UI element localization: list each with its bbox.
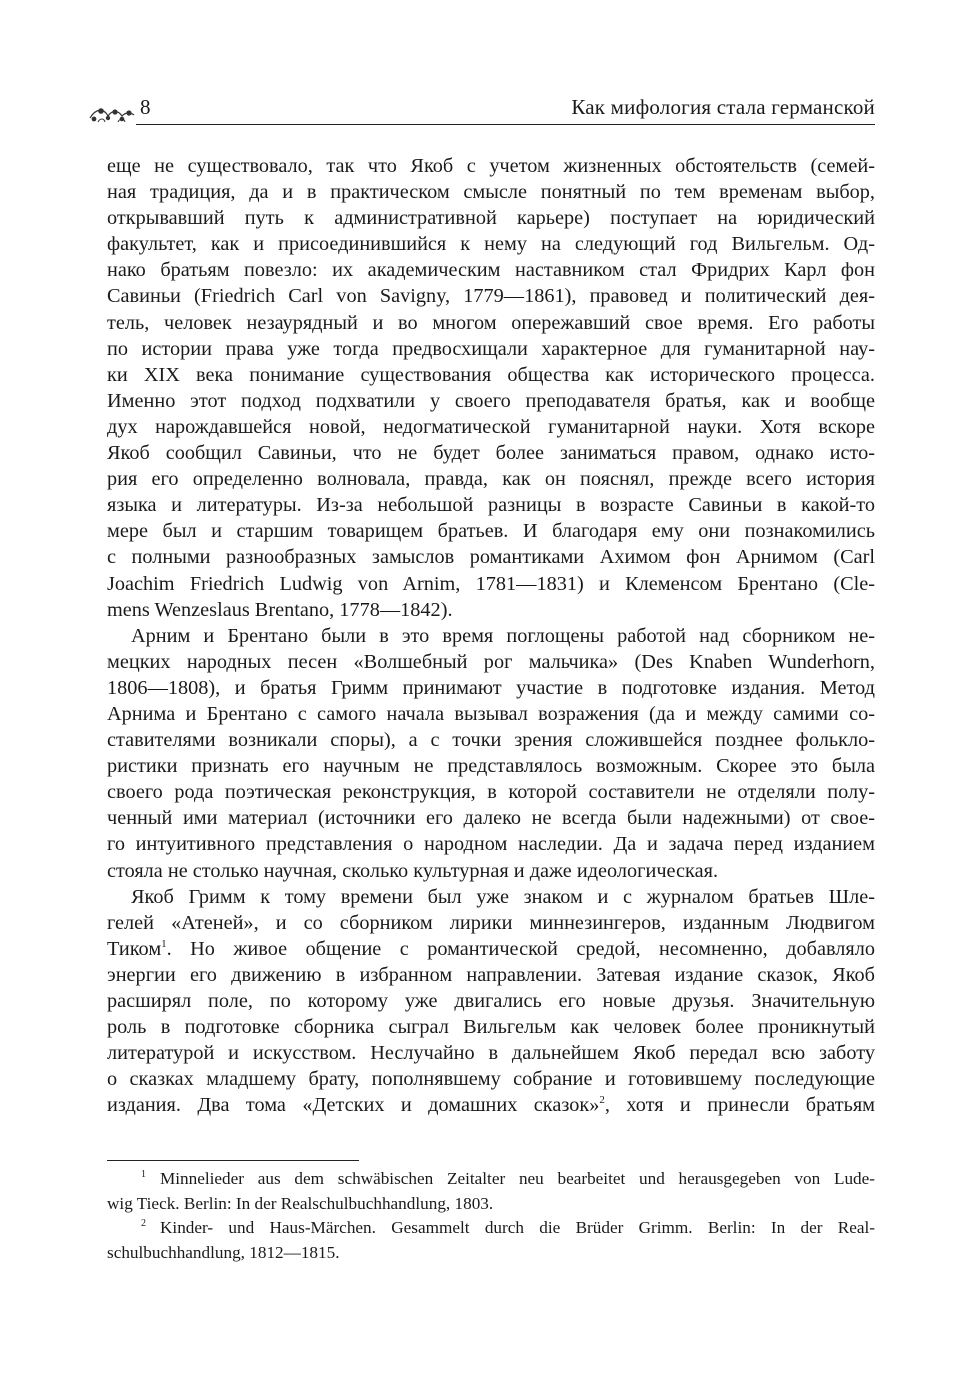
text-line: Joachim Friedrich Ludwig von Arnim, 1781—1831) и Клеменсом Брентано (Cle- [107,572,875,595]
text-line: литературой и искусством. Неслучайно в дальнейшем Якоб передал всю заботу [107,1042,875,1065]
page-number: 8 [140,95,151,119]
footnote-line: wig Tieck. Berlin: In der Realschulbuchhandlung, 1803. [107,1193,494,1213]
text-line: о сказках младшему брату, пополнявшему собрание и готовившему последующие [107,1068,875,1091]
text-fragment: , хотя и принесли братьям [604,1094,875,1117]
text-line: дух нарождавшейся новой, недогматической гуманитарной науки. Хотя вскоре [107,415,875,438]
footnote-mark: 1 [141,1169,146,1181]
text-fragment: Тиком [107,937,162,960]
footnote-text: Minnelieder aus dem schwäbischen Zeitalter neu bearbeitet und herausgegeben von Lude- [160,1169,875,1188]
text-line: Арним и Брентано были в это время поглощены работой над сборником не- [131,624,875,647]
text-line: Якоб сообщил Савиньи, что не будет более заниматься правом, однако исто- [107,442,875,465]
header-rule [136,124,875,125]
paragraph-1 [107,153,875,623]
main-text [107,153,875,1118]
text-fragment: издания. Два тома «Детских и домашних сказок» [107,1094,600,1117]
text-line: Савиньи (Friedrich Carl von Savigny, 1779—1861), правовед и политический дея- [107,285,875,308]
text-line: тель, человек незаурядный и во многом опережавший свое время. Его работы [107,311,875,334]
text-line: ки XIX века понимание существования общества как исторического процесса. [107,363,875,386]
text-line-with-footnote [107,936,875,962]
text-line: ная традиция, да и в практическом смысле понятный по тем временам выбор, [107,181,875,204]
text-line-with-footnote [107,1092,875,1118]
footnote-line [107,1167,875,1192]
text-line: еще не существовало, так что Якоб с учетом жизненных обстоятельств (семей- [107,155,875,177]
footnote-line: schulbuchhandlung, 1812—1815. [107,1242,340,1262]
text-line: языка и литературы. Из-за небольшой разницы в возрасте Савиньи в какой-то [107,494,875,517]
floral-ornament-icon [88,102,136,124]
text-line: своего рода поэтическая реконструкция, в которой составители не отделяли полу- [107,781,875,804]
running-header [88,92,875,126]
text-line: ставителями возникали споры), а с точки зрения сложившейся позднее фолькло- [107,729,875,752]
text-line: открывавший путь к административной карьере) поступает на юридический [107,207,875,230]
text-line: роль в подготовке сборника сыграл Вильгельм как человек более проникнутый [107,1016,875,1039]
text-line: энергии его движению в избранном направлении. Затевая издание сказок, Якоб [107,963,875,986]
footnote-line [107,1216,875,1241]
footnotes [107,1167,875,1265]
footnote-2 [107,1216,875,1265]
footnote-mark: 2 [141,1218,146,1230]
text-line: расширял поле, по которому уже двигались его новые друзья. Значительную [107,990,875,1012]
text-line: по истории права уже тогда предвосхищали характерное для гуманитарной нау- [107,337,875,360]
text-line: с полными разнообразных замыслов романтиками Ахимом фон Арнимом (Carl [107,546,875,569]
text-line: 1806—1808), и братья Гримм принимают участие в подготовке издания. Метод [107,676,875,699]
running-title: Как мифология стала германской [571,95,875,119]
text-line: нако братьям повезло: их академическим наставником стал Фридрих Карл фон [107,259,875,282]
text-line: мере был и старшим товарищем братьев. И благодаря ему они познакомились [107,520,875,543]
text-line: стояла не столько научная, сколько культурная и даже идеологическая. [107,859,719,882]
footnote-rule [107,1160,359,1161]
footnote-1 [107,1167,875,1216]
text-fragment: . Но живое общение с романтической средой, несомненно, добавляло [166,937,875,960]
text-line: Именно этот подход подхватили у своего преподавателя братья, как и вообще [107,389,875,412]
paragraph-2 [107,623,875,884]
text-line: мецких народных песен «Волшебный рог мальчика» (Des Knaben Wunderhorn, [107,650,875,673]
footnote-ref-1[interactable]: 1 [161,938,167,951]
text-line: ченный ими материал (источники его далеко не всегда были надежными) от свое- [107,807,875,830]
text-line: гелей «Атеней», и со сборником лирики миннезингеров, изданным Людвигом [107,911,875,934]
text-line: Арнима и Брентано с самого начала вызывал возражения (да и между самими со- [107,702,875,725]
text-line: mens Wenzeslaus Brentano, 1778—1842). [107,598,453,621]
paragraph-3 [107,884,875,1119]
footnote-ref-2[interactable]: 2 [599,1094,605,1107]
text-line: факультет, как и присоединившийся к нему на следующий год Вильгельм. Од- [107,233,875,256]
text-line: ристики признать его научным не представлялось возможным. Скорее это была [107,755,875,778]
text-line: го интуитивного представления о народном наследии. Да и задача перед изданием [107,833,875,856]
text-line: рия его определенно волновала, правда, как он пояснял, прежде всего история [107,468,875,491]
footnote-text: Kinder- und Haus-Märchen. Gesammelt durch die Brüder Grimm. Berlin: In der Real- [160,1218,875,1237]
text-line: Якоб Гримм к тому времени был уже знаком и с журналом братьев Шле- [131,885,875,908]
